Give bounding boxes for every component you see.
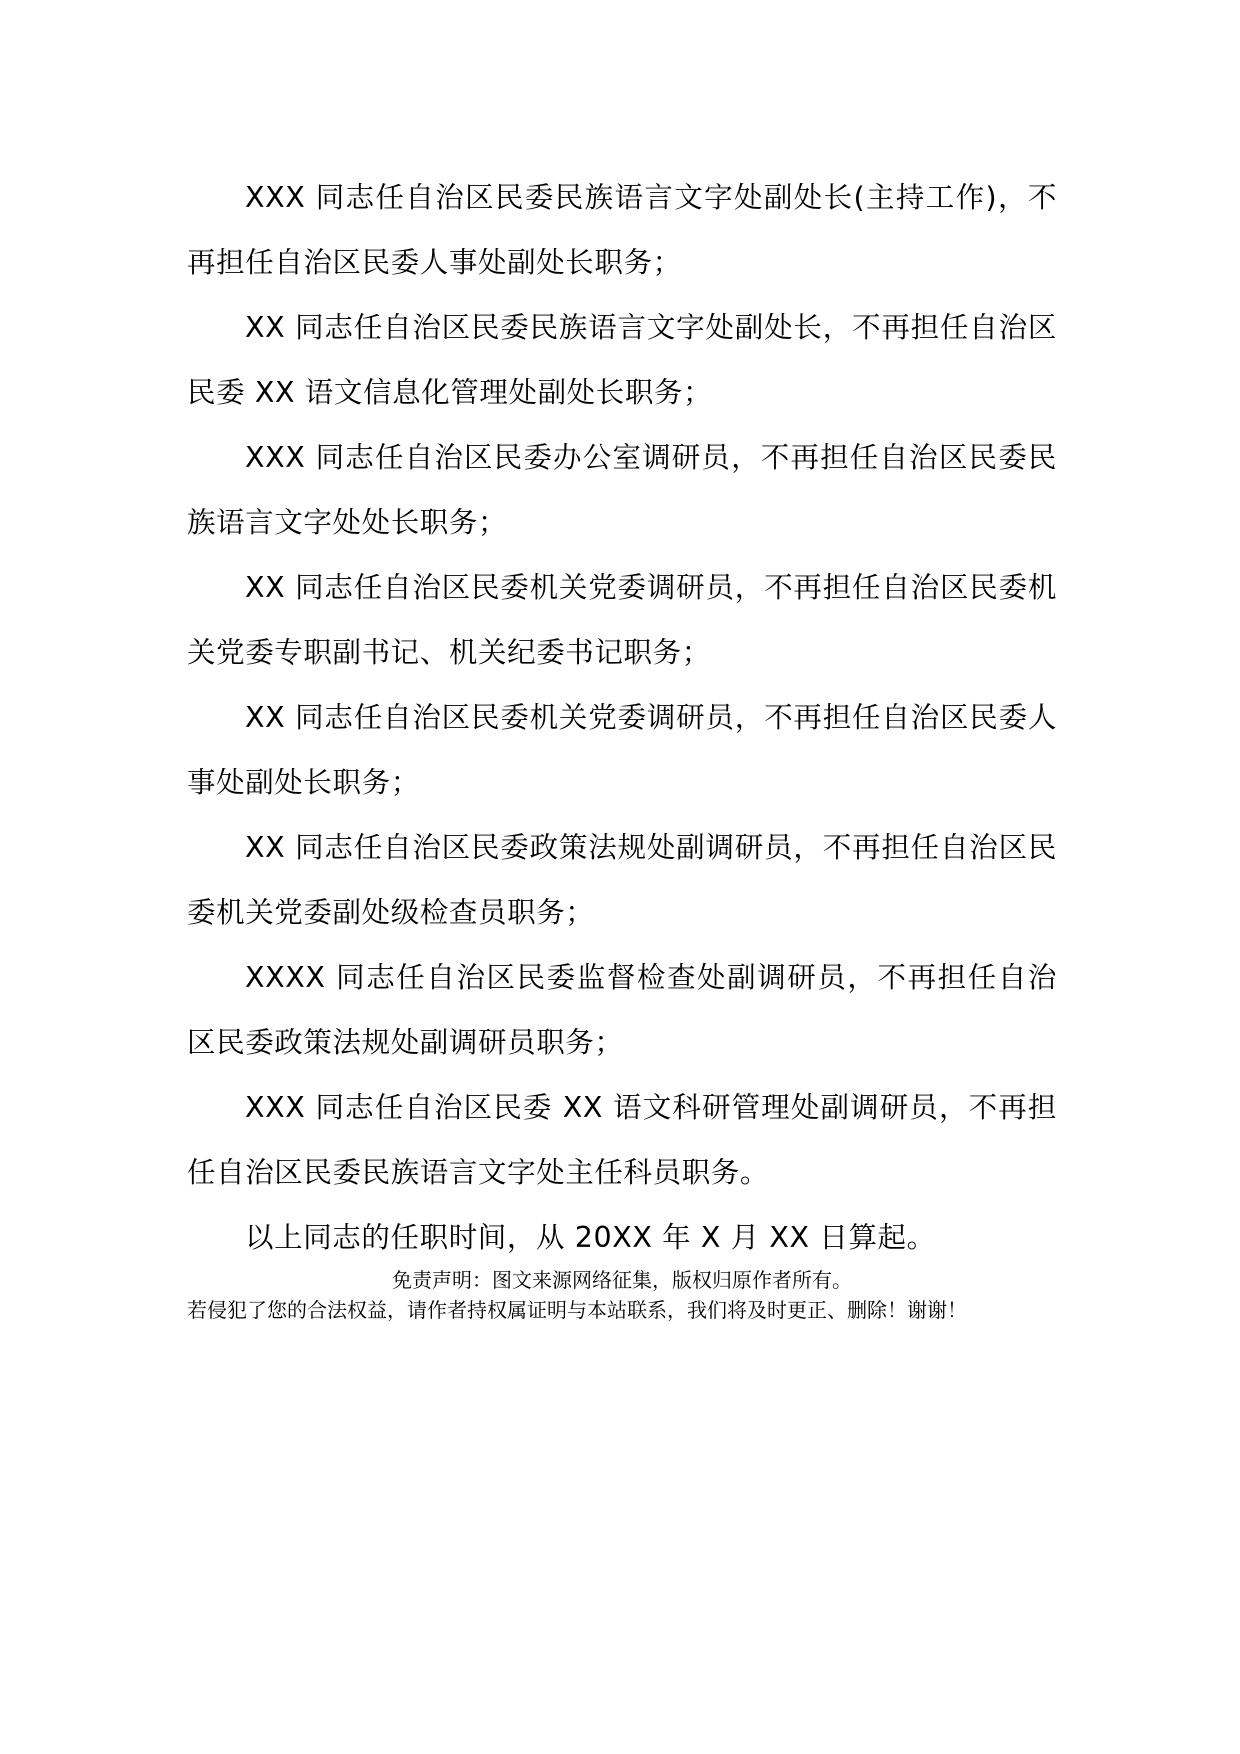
paragraph-appointment-7: XXXX 同志任自治区民委监督检查处副调研员，不再担任自治区民委政策法规处副调研员职务；	[187, 961, 1057, 1059]
paragraph-appointment-6: XX 同志任自治区民委政策法规处副调研员，不再担任自治区民委机关党委副处级检查员职务；	[187, 831, 1057, 929]
paragraph-appointment-3: XXX 同志任自治区民委办公室调研员，不再担任自治区民委民族语言文字处处长职务；	[187, 441, 1057, 539]
paragraph-appointment-2: XX 同志任自治区民委民族语言文字处副处长，不再担任自治区民委 XX 语文信息化管理处副处长职务；	[187, 311, 1057, 409]
paragraph-appointment-8: XXX 同志任自治区民委 XX 语文科研管理处副调研员，不再担任自治区民委民族语言文字处主任科员职务。	[187, 1091, 1057, 1189]
disclaimer-line-1: 免责声明：图文来源网络征集，版权归原作者所有。	[392, 1268, 852, 1292]
paragraph-effective-date: 以上同志的任职时间，从 20XX 年 X 月 XX 日算起。	[245, 1221, 936, 1254]
disclaimer-line-2: 若侵犯了您的合法权益，请作者持权属证明与本站联系，我们将及时更正、删除！谢谢！	[187, 1298, 967, 1322]
paragraph-appointment-4: XX 同志任自治区民委机关党委调研员，不再担任自治区民委机关党委专职副书记、机关纪委书记职务；	[187, 571, 1057, 669]
disclaimer	[187, 1265, 1057, 1325]
paragraph-appointment-1: XXX 同志任自治区民委民族语言文字处副处长(主持工作)，不再担任自治区民委人事处副处长职务；	[187, 181, 1057, 279]
paragraph-appointment-5: XX 同志任自治区民委机关党委调研员，不再担任自治区民委人事处副处长职务；	[187, 701, 1057, 799]
document-body	[187, 165, 1057, 1270]
